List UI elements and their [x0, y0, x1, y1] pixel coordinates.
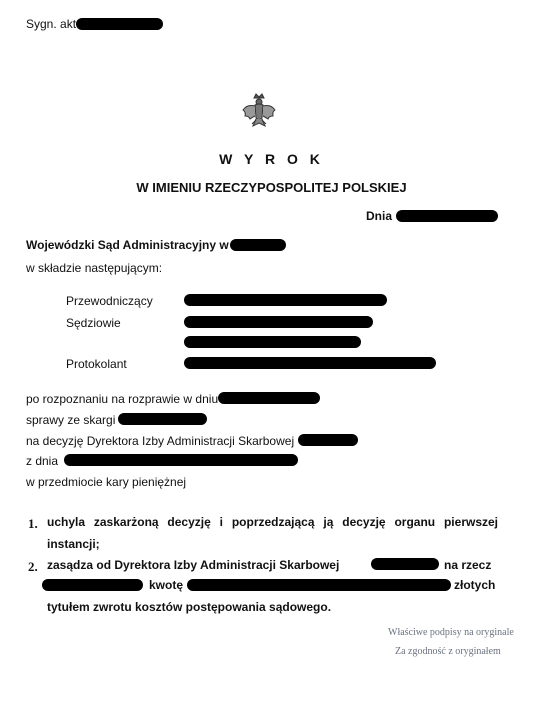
complaint-line: sprawy ze skargi [26, 413, 116, 427]
polish-eagle-emblem-icon [240, 92, 278, 136]
role-judges: Sędziowie [66, 316, 121, 330]
ruling-item-1-text-cont: instancji; [47, 537, 100, 551]
conformity-note: Za zgodność z oryginałem [395, 646, 501, 657]
signatures-note: Właściwe podpisy na oryginale [388, 627, 514, 638]
ruling-item-2-recipient-label: na rzecz [444, 558, 492, 572]
redaction-judge-name-1 [184, 316, 373, 328]
redaction-decision-city [298, 434, 358, 446]
redaction-judge-name-2 [184, 336, 361, 348]
ruling-item-2-text: zasądza od Dyrektora Izby Administracji Skarbowej [47, 558, 340, 572]
court-name: Wojewódzki Sąd Administracyjny w [26, 238, 229, 252]
document-title: W Y R O K [219, 151, 324, 167]
redaction-recipient-office [371, 558, 439, 570]
ruling-item-2-amount-label: kwotę [149, 578, 184, 592]
redaction-case-number [76, 18, 163, 30]
ruling-item-2-purpose: tytułem zwrotu kosztów postępowania sądowego. [47, 600, 332, 614]
redaction-clerk-name [184, 357, 436, 369]
ruling-item-2-number: 2. [28, 559, 38, 574]
composition-intro: w składzie następującym: [26, 261, 163, 275]
redaction-complainant [118, 413, 207, 425]
redaction-date [396, 210, 498, 222]
date-label: Dnia [366, 209, 393, 223]
document-subtitle: W IMIENIU RZECZYPOSPOLITEJ POLSKIEJ [136, 180, 407, 195]
role-chair: Przewodniczący [66, 294, 153, 308]
hearing-line: po rozpoznaniu na rozprawie w dniu [26, 392, 219, 406]
ruling-item-2-currency: złotych [454, 578, 496, 592]
redaction-recipient-name [42, 579, 143, 591]
case-number-label: Sygn. akt [26, 17, 77, 31]
redaction-amount [187, 579, 451, 591]
redaction-decision-date [64, 454, 298, 466]
subject-line: w przedmiocie kary pieniężnej [26, 475, 187, 489]
decision-line: na decyzję Dyrektora Izby Administracji Skarbowej [26, 434, 295, 448]
ruling-item-1-number: 1. [28, 516, 38, 531]
decision-date-line: z dnia [26, 454, 59, 468]
redaction-court-city [230, 239, 286, 251]
redaction-chair-name [184, 294, 387, 306]
ruling-item-1-text: uchyla zaskarżoną decyzję i poprzedzającą ją decyzję organu pierwszej [47, 515, 498, 529]
role-clerk: Protokolant [66, 357, 127, 371]
redaction-hearing-date [218, 392, 320, 404]
